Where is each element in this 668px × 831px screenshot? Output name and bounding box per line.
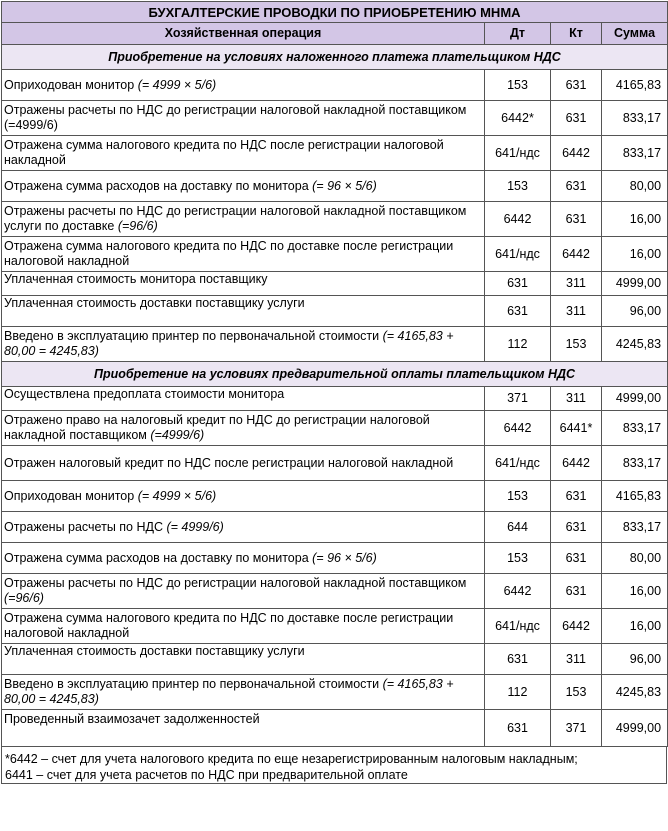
debit-cell: 112 xyxy=(485,327,551,362)
debit-cell: 6442 xyxy=(485,202,551,237)
table-title: БУХГАЛТЕРСКИЕ ПРОВОДКИ ПО ПРИОБРЕТЕНИЮ МНМА xyxy=(2,2,668,23)
debit-cell: 631 xyxy=(485,272,551,296)
debit-cell: 631 xyxy=(485,710,551,747)
debit-cell: 371 xyxy=(485,387,551,411)
operation-text: Уплаченная стоимость монитора поставщику xyxy=(4,272,268,286)
debit-cell: 153 xyxy=(485,481,551,512)
credit-cell: 311 xyxy=(551,387,602,411)
debit-cell: 641/ндс xyxy=(485,237,551,272)
table-row xyxy=(2,272,668,296)
sum-cell: 96,00 xyxy=(602,644,668,675)
operation-formula: (= 4165,83 + 80,00 = 4245,83) xyxy=(4,677,454,706)
table-row xyxy=(2,543,668,574)
operation-cell xyxy=(2,272,485,296)
table-row xyxy=(2,512,668,543)
entries-table xyxy=(1,1,668,747)
operation-text: Отражен налоговый кредит по НДС после регистрации налоговой накладной xyxy=(4,455,454,470)
debit-cell: 6442* xyxy=(485,101,551,136)
sum-cell: 833,17 xyxy=(602,136,668,171)
operation-text: Проведенный взаимозачет задолженностей xyxy=(4,712,260,726)
section-title-row xyxy=(2,45,668,70)
operation-cell xyxy=(2,70,485,101)
operation-cell xyxy=(2,543,485,574)
operation-formula: (=96/6) xyxy=(117,219,158,233)
credit-cell: 631 xyxy=(551,202,602,237)
credit-cell: 6442 xyxy=(551,136,602,171)
header-sum: Сумма xyxy=(602,23,668,45)
sum-cell: 4999,00 xyxy=(602,710,668,747)
credit-cell: 631 xyxy=(551,101,602,136)
operation-text: Отражены расчеты по НДС до регистрации налоговой накладной поставщиком xyxy=(4,103,467,117)
table-row xyxy=(2,70,668,101)
header-credit: Кт xyxy=(551,23,602,45)
sum-cell: 4999,00 xyxy=(602,272,668,296)
operation-formula: (= 4999 × 5/6) xyxy=(137,77,217,92)
sum-cell: 833,17 xyxy=(602,446,668,481)
operation-cell xyxy=(2,411,485,446)
table-row xyxy=(2,387,668,411)
operation-formula: (=96/6) xyxy=(4,591,44,605)
operation-text: Отражены расчеты по НДС до регистрации налоговой накладной поставщиком услуги по доставке xyxy=(4,204,467,233)
operation-formula: (= 96 × 5/6) xyxy=(312,178,377,193)
sum-cell: 16,00 xyxy=(602,609,668,644)
operation-cell xyxy=(2,136,485,171)
sum-cell: 4245,83 xyxy=(602,327,668,362)
operation-text: Введено в эксплуатацию принтер по первоначальной стоимости xyxy=(4,329,383,343)
debit-cell: 6442 xyxy=(485,411,551,446)
operation-cell xyxy=(2,644,485,675)
section-title-row xyxy=(2,362,668,387)
credit-cell: 311 xyxy=(551,644,602,675)
sum-cell: 4999,00 xyxy=(602,387,668,411)
sum-cell: 16,00 xyxy=(602,202,668,237)
operation-text: Отражена сумма налогового кредита по НДС по доставке после регистрации налоговой накладной xyxy=(4,611,454,640)
operation-cell xyxy=(2,446,485,481)
operation-cell xyxy=(2,202,485,237)
operation-cell xyxy=(2,237,485,272)
operation-formula: (= 4999 × 5/6) xyxy=(137,488,217,503)
credit-cell: 631 xyxy=(551,70,602,101)
credit-cell: 631 xyxy=(551,171,602,202)
operation-text: Отражена сумма расходов на доставку по монитора xyxy=(4,550,313,565)
operation-text: Отражена сумма налогового кредита по НДС после регистрации налоговой накладной xyxy=(4,138,444,167)
table-row xyxy=(2,644,668,675)
debit-cell: 641/ндс xyxy=(485,446,551,481)
sum-cell: 833,17 xyxy=(602,101,668,136)
sum-cell: 16,00 xyxy=(602,237,668,272)
sum-cell: 80,00 xyxy=(602,543,668,574)
credit-cell: 631 xyxy=(551,543,602,574)
credit-cell: 631 xyxy=(551,574,602,609)
operation-cell xyxy=(2,512,485,543)
operation-text: Введено в эксплуатацию принтер по первоначальной стоимости xyxy=(4,677,383,691)
operation-formula: (= 4165,83 + 80,00 = 4245,83) xyxy=(4,329,454,358)
table-row xyxy=(2,609,668,644)
table-row xyxy=(2,327,668,362)
table-row xyxy=(2,574,668,609)
operation-cell xyxy=(2,171,485,202)
operation-formula: (= 4999/6) xyxy=(166,519,224,534)
operation-cell xyxy=(2,101,485,136)
table-title-row xyxy=(2,2,668,23)
footnote-line: 6441 – счет для учета расчетов по НДС при предварительной оплате xyxy=(5,768,408,782)
credit-cell: 153 xyxy=(551,675,602,710)
credit-cell: 371 xyxy=(551,710,602,747)
operation-text: Отражено право на налоговый кредит по НДС до регистрации налоговой накладной поставщиком xyxy=(4,413,430,442)
debit-cell: 641/ндс xyxy=(485,136,551,171)
table-row xyxy=(2,296,668,327)
credit-cell: 6442 xyxy=(551,446,602,481)
sum-cell: 4165,83 xyxy=(602,70,668,101)
debit-cell: 644 xyxy=(485,512,551,543)
debit-cell: 631 xyxy=(485,296,551,327)
table-row xyxy=(2,202,668,237)
operation-text: Отражены расчеты по НДС xyxy=(4,519,167,534)
table-row xyxy=(2,446,668,481)
operation-cell xyxy=(2,481,485,512)
credit-cell: 311 xyxy=(551,296,602,327)
table-row xyxy=(2,171,668,202)
footnote xyxy=(1,747,667,784)
credit-cell: 6442 xyxy=(551,237,602,272)
table-row xyxy=(2,101,668,136)
operation-text: Отражена сумма налогового кредита по НДС по доставке после регистрации налоговой накладной xyxy=(4,239,454,268)
table-row xyxy=(2,237,668,272)
section-title: Приобретение на условиях наложенного платежа плательщиком НДС xyxy=(2,45,668,70)
section-title: Приобретение на условиях предварительной оплаты плательщиком НДС xyxy=(2,362,668,387)
debit-cell: 6442 xyxy=(485,574,551,609)
debit-cell: 641/ндс xyxy=(485,609,551,644)
header-debit: Дт xyxy=(485,23,551,45)
credit-cell: 6442 xyxy=(551,609,602,644)
operation-text: Отражена сумма расходов на доставку по монитора xyxy=(4,178,313,193)
debit-cell: 153 xyxy=(485,171,551,202)
header-operation: Хозяйственная операция xyxy=(2,23,485,45)
operation-text: Уплаченная стоимость доставки поставщику услуги xyxy=(4,644,305,658)
credit-cell: 631 xyxy=(551,481,602,512)
operation-text: Осуществлена предоплата стоимости монитора xyxy=(4,387,285,401)
operation-text: Уплаченная стоимость доставки поставщику услуги xyxy=(4,296,305,310)
table-row xyxy=(2,481,668,512)
debit-cell: 153 xyxy=(485,543,551,574)
operation-formula: (= 96 × 5/6) xyxy=(312,550,377,565)
operation-text: Оприходован монитор xyxy=(4,488,138,503)
credit-cell: 153 xyxy=(551,327,602,362)
operation-cell xyxy=(2,327,485,362)
table-row xyxy=(2,136,668,171)
sum-cell: 4245,83 xyxy=(602,675,668,710)
operation-cell xyxy=(2,609,485,644)
operation-formula: (=4999/6) xyxy=(4,118,58,132)
credit-cell: 6441* xyxy=(551,411,602,446)
operation-cell xyxy=(2,387,485,411)
footnote-line: *6442 – счет для учета налогового кредита по еще незарегистрированным налоговым накладным; xyxy=(5,752,578,766)
sum-cell: 96,00 xyxy=(602,296,668,327)
operation-text: Оприходован монитор xyxy=(4,77,138,92)
debit-cell: 631 xyxy=(485,644,551,675)
operation-formula: (=4999/6) xyxy=(150,428,205,442)
debit-cell: 153 xyxy=(485,70,551,101)
sum-cell: 4165,83 xyxy=(602,481,668,512)
table-row xyxy=(2,411,668,446)
accounting-entries-sheet xyxy=(1,1,667,784)
operation-cell xyxy=(2,710,485,747)
table-row xyxy=(2,675,668,710)
sum-cell: 833,17 xyxy=(602,512,668,543)
debit-cell: 112 xyxy=(485,675,551,710)
operation-cell xyxy=(2,296,485,327)
operation-cell xyxy=(2,675,485,710)
header-row xyxy=(2,23,668,45)
sum-cell: 16,00 xyxy=(602,574,668,609)
credit-cell: 311 xyxy=(551,272,602,296)
sum-cell: 80,00 xyxy=(602,171,668,202)
table-row xyxy=(2,710,668,747)
operation-text: Отражены расчеты по НДС до регистрации налоговой накладной поставщиком xyxy=(4,576,467,590)
credit-cell: 631 xyxy=(551,512,602,543)
sum-cell: 833,17 xyxy=(602,411,668,446)
operation-cell xyxy=(2,574,485,609)
